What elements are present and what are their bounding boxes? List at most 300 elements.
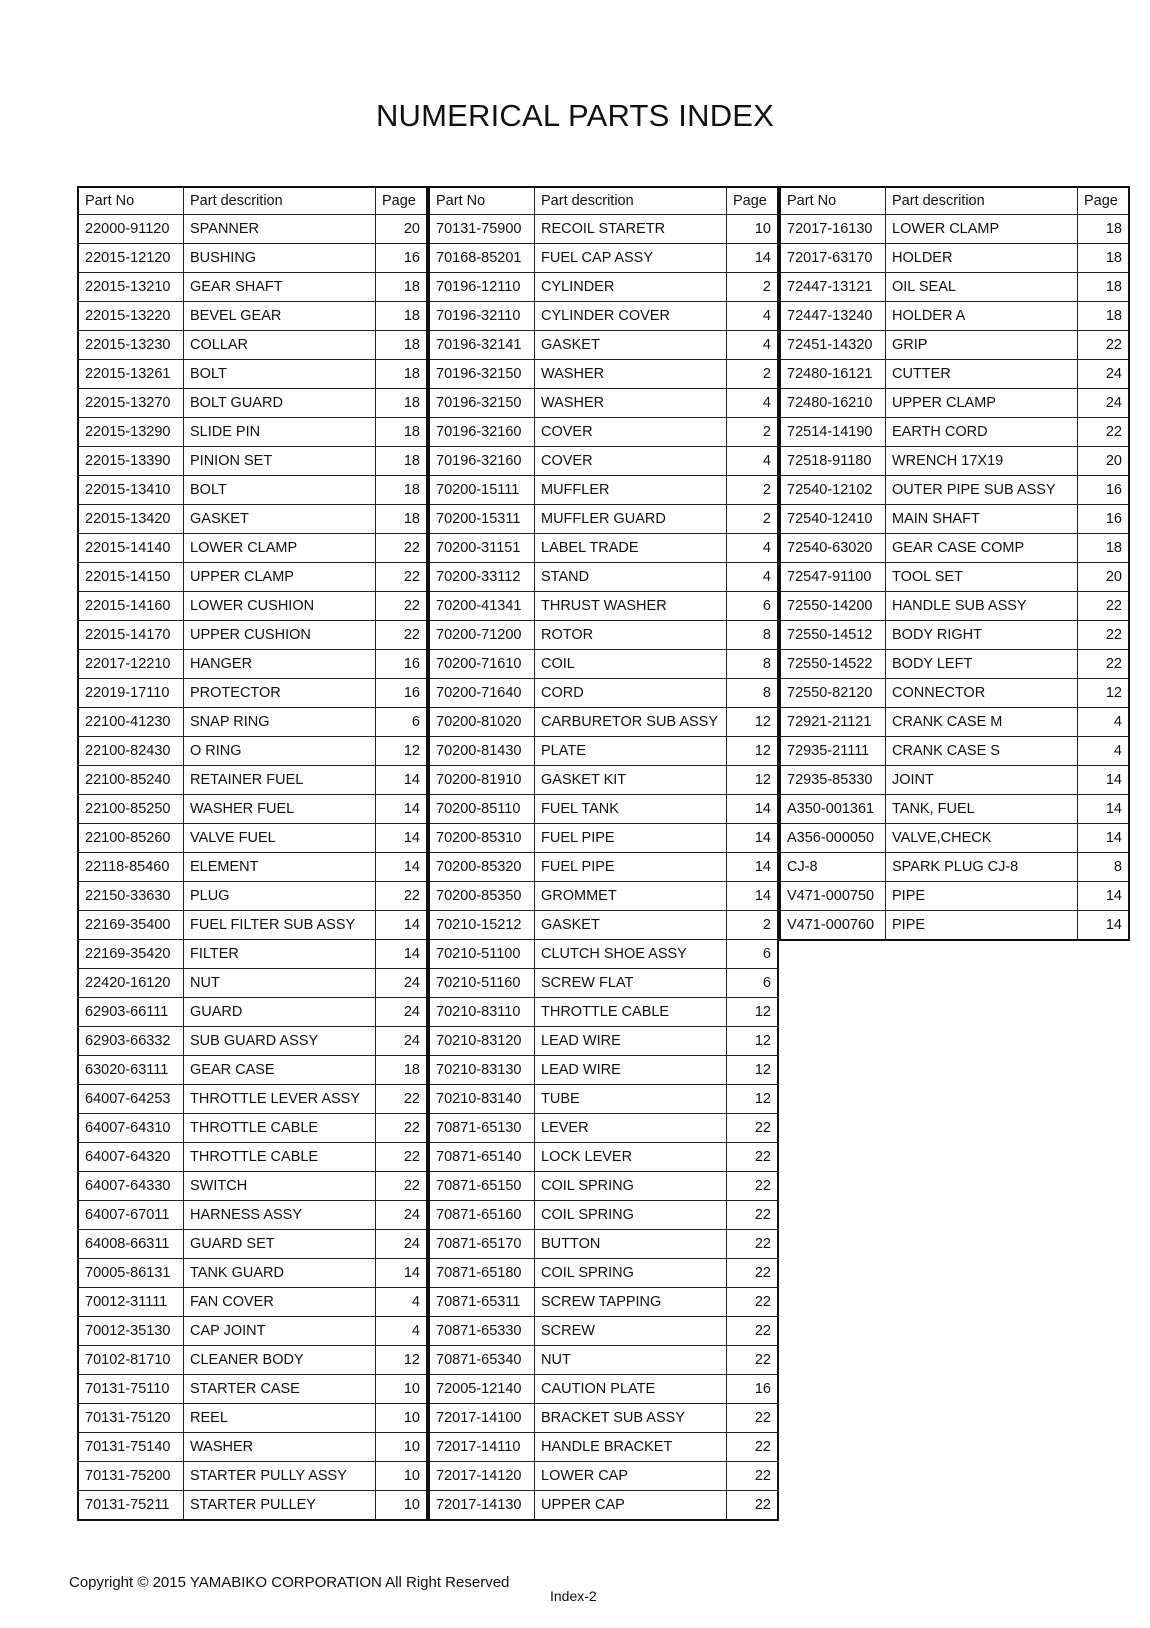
part-no-cell: V471-000750 [780, 882, 886, 911]
page-cell: 18 [376, 505, 428, 534]
part-description-cell: COVER [535, 447, 727, 476]
part-description-cell: COIL SPRING [535, 1259, 727, 1288]
part-no-cell: 72017-16130 [780, 215, 886, 244]
table-row [780, 505, 1129, 534]
table-row [429, 1085, 778, 1114]
part-no-cell: 22169-35420 [78, 940, 184, 969]
page-cell: 12 [727, 708, 779, 737]
part-no-cell: 70196-32150 [429, 360, 535, 389]
page-cell: 18 [376, 418, 428, 447]
table-row [78, 1201, 427, 1230]
part-description-cell: LOWER CLAMP [886, 215, 1078, 244]
table-row [429, 1143, 778, 1172]
page-cell: 18 [376, 476, 428, 505]
page-cell: 10 [376, 1404, 428, 1433]
parts-table-column-3 [779, 186, 1130, 941]
part-no-cell: 22169-35400 [78, 911, 184, 940]
part-description-cell: WASHER [535, 389, 727, 418]
table-row [78, 244, 427, 273]
table-row [429, 273, 778, 302]
page-cell: 24 [1078, 360, 1130, 389]
header-part-no: Part No [780, 187, 886, 215]
part-description-cell: HARNESS ASSY [184, 1201, 376, 1230]
part-description-cell: GASKET [535, 331, 727, 360]
part-no-cell: 70196-32141 [429, 331, 535, 360]
part-no-cell: 72550-14200 [780, 592, 886, 621]
page-cell: 10 [376, 1462, 428, 1491]
page-cell: 12 [727, 1056, 779, 1085]
table-row [780, 534, 1129, 563]
part-description-cell: CORD [535, 679, 727, 708]
page-cell: 12 [376, 737, 428, 766]
table-row [78, 940, 427, 969]
part-no-cell: 70200-85110 [429, 795, 535, 824]
part-no-cell: 22015-12120 [78, 244, 184, 273]
page-cell: 16 [727, 1375, 779, 1404]
part-description-cell: MUFFLER GUARD [535, 505, 727, 534]
page-cell: 4 [727, 447, 779, 476]
part-no-cell: 22015-13230 [78, 331, 184, 360]
table-row [429, 621, 778, 650]
part-no-cell: 72005-12140 [429, 1375, 535, 1404]
table-row [78, 331, 427, 360]
page-cell: 22 [727, 1288, 779, 1317]
part-description-cell: PROTECTOR [184, 679, 376, 708]
table-row [78, 592, 427, 621]
part-no-cell: 70871-65180 [429, 1259, 535, 1288]
table-row [78, 766, 427, 795]
table-row [78, 621, 427, 650]
part-description-cell: GROMMET [535, 882, 727, 911]
part-no-cell: 72017-14110 [429, 1433, 535, 1462]
part-no-cell: 70168-85201 [429, 244, 535, 273]
part-no-cell: A356-000050 [780, 824, 886, 853]
page-cell: 18 [376, 1056, 428, 1085]
page-cell: 12 [727, 1085, 779, 1114]
page-cell: 6 [727, 969, 779, 998]
part-description-cell: FUEL TANK [535, 795, 727, 824]
page-cell: 4 [727, 331, 779, 360]
part-description-cell: GASKET [535, 911, 727, 940]
page-cell: 22 [1078, 331, 1130, 360]
page-cell: 14 [727, 853, 779, 882]
part-description-cell: PIPE [886, 911, 1078, 941]
table-row [78, 650, 427, 679]
part-no-cell: CJ-8 [780, 853, 886, 882]
part-no-cell: 64007-64253 [78, 1085, 184, 1114]
page-number: Index-2 [550, 1588, 597, 1604]
table-row [429, 708, 778, 737]
part-description-cell: CYLINDER COVER [535, 302, 727, 331]
part-description-cell: CUTTER [886, 360, 1078, 389]
page-cell: 18 [1078, 273, 1130, 302]
part-description-cell: LABEL TRADE [535, 534, 727, 563]
header-part-description: Part descrition [886, 187, 1078, 215]
table-row [429, 476, 778, 505]
part-description-cell: HANDLE SUB ASSY [886, 592, 1078, 621]
page-cell: 18 [376, 447, 428, 476]
part-no-cell: 22015-13390 [78, 447, 184, 476]
part-description-cell: SLIDE PIN [184, 418, 376, 447]
page-cell: 16 [376, 650, 428, 679]
page-cell: 16 [1078, 476, 1130, 505]
part-no-cell: 70871-65160 [429, 1201, 535, 1230]
part-no-cell: 70196-32110 [429, 302, 535, 331]
part-description-cell: COVER [535, 418, 727, 447]
page-cell: 22 [376, 563, 428, 592]
table-row [780, 215, 1129, 244]
page-cell: 20 [376, 215, 428, 244]
page-cell: 14 [376, 911, 428, 940]
page-cell: 22 [727, 1172, 779, 1201]
table-row [429, 824, 778, 853]
page-cell: 4 [1078, 708, 1130, 737]
part-description-cell: COIL SPRING [535, 1172, 727, 1201]
page-cell: 8 [1078, 853, 1130, 882]
part-no-cell: 70131-75120 [78, 1404, 184, 1433]
page-cell: 2 [727, 505, 779, 534]
table-row [78, 1143, 427, 1172]
part-no-cell: 70871-65140 [429, 1143, 535, 1172]
table-row [78, 737, 427, 766]
part-description-cell: BODY LEFT [886, 650, 1078, 679]
part-no-cell: 70200-15111 [429, 476, 535, 505]
part-description-cell: SCREW [535, 1317, 727, 1346]
page-cell: 4 [1078, 737, 1130, 766]
table-row [780, 592, 1129, 621]
header-part-description: Part descrition [184, 187, 376, 215]
page-cell: 14 [376, 824, 428, 853]
part-no-cell: 22420-16120 [78, 969, 184, 998]
table-row [429, 534, 778, 563]
page-cell: 22 [1078, 621, 1130, 650]
page-cell: 18 [1078, 302, 1130, 331]
part-no-cell: 72017-63170 [780, 244, 886, 273]
part-description-cell: THROTTLE CABLE [184, 1143, 376, 1172]
part-no-cell: 70200-81430 [429, 737, 535, 766]
part-no-cell: 22100-85250 [78, 795, 184, 824]
part-description-cell: BODY RIGHT [886, 621, 1078, 650]
page-cell: 12 [727, 766, 779, 795]
header-part-no: Part No [429, 187, 535, 215]
part-no-cell: 72017-14120 [429, 1462, 535, 1491]
part-no-cell: 72447-13121 [780, 273, 886, 302]
header-page: Page [1078, 187, 1130, 215]
part-description-cell: CAP JOINT [184, 1317, 376, 1346]
part-no-cell: V471-000760 [780, 911, 886, 941]
part-description-cell: TUBE [535, 1085, 727, 1114]
table-row [429, 418, 778, 447]
part-description-cell: FILTER [184, 940, 376, 969]
page-cell: 14 [1078, 824, 1130, 853]
part-description-cell: LOWER CAP [535, 1462, 727, 1491]
part-no-cell: 22015-14160 [78, 592, 184, 621]
page-cell: 16 [376, 244, 428, 273]
part-description-cell: ELEMENT [184, 853, 376, 882]
part-no-cell: 72935-21111 [780, 737, 886, 766]
part-no-cell: 22015-13420 [78, 505, 184, 534]
part-description-cell: BRACKET SUB ASSY [535, 1404, 727, 1433]
page-cell: 14 [1078, 766, 1130, 795]
part-description-cell: TANK, FUEL [886, 795, 1078, 824]
part-no-cell: 70200-71610 [429, 650, 535, 679]
table-row [780, 418, 1129, 447]
part-no-cell: 70200-31151 [429, 534, 535, 563]
header-page: Page [376, 187, 428, 215]
part-no-cell: 22015-13290 [78, 418, 184, 447]
part-description-cell: SCREW FLAT [535, 969, 727, 998]
table-row [78, 418, 427, 447]
table-row [78, 679, 427, 708]
part-no-cell: 70200-85310 [429, 824, 535, 853]
table-row [780, 882, 1129, 911]
part-no-cell: 70200-81020 [429, 708, 535, 737]
part-no-cell: 72518-91180 [780, 447, 886, 476]
part-description-cell: PLATE [535, 737, 727, 766]
page-cell: 10 [376, 1375, 428, 1404]
page-cell: 10 [727, 215, 779, 244]
part-description-cell: NUT [184, 969, 376, 998]
part-no-cell: 72480-16121 [780, 360, 886, 389]
part-description-cell: VALVE FUEL [184, 824, 376, 853]
part-description-cell: BUSHING [184, 244, 376, 273]
page-cell: 4 [727, 302, 779, 331]
table-row [78, 969, 427, 998]
part-description-cell: RETAINER FUEL [184, 766, 376, 795]
table-row [78, 1172, 427, 1201]
table-row [429, 1027, 778, 1056]
part-no-cell: 70200-71200 [429, 621, 535, 650]
page-cell: 24 [376, 998, 428, 1027]
part-description-cell: BOLT [184, 360, 376, 389]
page-cell: 18 [1078, 534, 1130, 563]
part-no-cell: 70210-51160 [429, 969, 535, 998]
part-no-cell: 70196-32160 [429, 447, 535, 476]
part-description-cell: COIL [535, 650, 727, 679]
part-no-cell: 22019-17110 [78, 679, 184, 708]
part-no-cell: 70005-86131 [78, 1259, 184, 1288]
part-no-cell: 70871-65330 [429, 1317, 535, 1346]
page-cell: 2 [727, 360, 779, 389]
page-cell: 22 [727, 1114, 779, 1143]
page-cell: 14 [727, 244, 779, 273]
part-description-cell: TOOL SET [886, 563, 1078, 592]
page-cell: 22 [727, 1433, 779, 1462]
part-description-cell: SWITCH [184, 1172, 376, 1201]
table-row [429, 244, 778, 273]
table-row [429, 998, 778, 1027]
part-no-cell: 72017-14130 [429, 1491, 535, 1521]
page-cell: 22 [376, 1172, 428, 1201]
table-row [429, 447, 778, 476]
table-row [429, 1114, 778, 1143]
part-description-cell: GEAR CASE [184, 1056, 376, 1085]
part-no-cell: 70196-32160 [429, 418, 535, 447]
part-no-cell: 62903-66111 [78, 998, 184, 1027]
table-row [429, 679, 778, 708]
part-description-cell: CYLINDER [535, 273, 727, 302]
page-cell: 14 [376, 766, 428, 795]
part-description-cell: SPANNER [184, 215, 376, 244]
table-header-row [780, 187, 1129, 215]
part-no-cell: 22000-91120 [78, 215, 184, 244]
part-no-cell: 70200-81910 [429, 766, 535, 795]
page-cell: 10 [376, 1491, 428, 1521]
table-row [78, 1346, 427, 1375]
table-row [429, 360, 778, 389]
copyright-notice: Copyright © 2015 YAMABIKO CORPORATION All Right Reserved [69, 1574, 510, 1591]
part-description-cell: FUEL PIPE [535, 824, 727, 853]
page-cell: 24 [376, 1027, 428, 1056]
part-description-cell: THROTTLE CABLE [535, 998, 727, 1027]
table-row [78, 389, 427, 418]
table-row [78, 505, 427, 534]
table-row [78, 447, 427, 476]
part-description-cell: OUTER PIPE SUB ASSY [886, 476, 1078, 505]
page-cell: 24 [376, 969, 428, 998]
table-row [780, 360, 1129, 389]
table-row [429, 1462, 778, 1491]
part-no-cell: 22015-14150 [78, 563, 184, 592]
part-no-cell: 70210-83130 [429, 1056, 535, 1085]
part-no-cell: 70210-15212 [429, 911, 535, 940]
part-no-cell: 22015-13270 [78, 389, 184, 418]
part-no-cell: 70012-35130 [78, 1317, 184, 1346]
part-description-cell: MAIN SHAFT [886, 505, 1078, 534]
page-cell: 12 [376, 1346, 428, 1375]
table-row [78, 360, 427, 389]
table-row [429, 1491, 778, 1521]
table-row [429, 1056, 778, 1085]
table-row [429, 737, 778, 766]
page-cell: 22 [727, 1462, 779, 1491]
table-row [78, 824, 427, 853]
table-row [429, 1433, 778, 1462]
part-no-cell: 64007-64320 [78, 1143, 184, 1172]
table-row [780, 476, 1129, 505]
table-row [429, 505, 778, 534]
part-no-cell: 22100-85260 [78, 824, 184, 853]
part-description-cell: OIL SEAL [886, 273, 1078, 302]
table-row [429, 650, 778, 679]
part-no-cell: 72540-12102 [780, 476, 886, 505]
part-no-cell: 70200-41341 [429, 592, 535, 621]
part-description-cell: EARTH CORD [886, 418, 1078, 447]
part-description-cell: JOINT [886, 766, 1078, 795]
page-cell: 16 [1078, 505, 1130, 534]
part-description-cell: WASHER [535, 360, 727, 389]
page-cell: 22 [727, 1259, 779, 1288]
part-no-cell: 72447-13240 [780, 302, 886, 331]
table-row [429, 331, 778, 360]
page-cell: 14 [727, 824, 779, 853]
part-no-cell: 64007-64330 [78, 1172, 184, 1201]
part-description-cell: STARTER PULLY ASSY [184, 1462, 376, 1491]
table-row [78, 1317, 427, 1346]
page-cell: 20 [1078, 563, 1130, 592]
table-row [429, 1346, 778, 1375]
page-cell: 14 [376, 1259, 428, 1288]
page-cell: 14 [376, 795, 428, 824]
table-row [780, 853, 1129, 882]
part-description-cell: SCREW TAPPING [535, 1288, 727, 1317]
table-row [78, 1027, 427, 1056]
part-no-cell: 70210-83110 [429, 998, 535, 1027]
page-cell: 12 [727, 737, 779, 766]
parts-table-column-2 [428, 186, 779, 1521]
table-row [780, 766, 1129, 795]
table-row [780, 679, 1129, 708]
table-row [429, 1201, 778, 1230]
part-description-cell: GEAR CASE COMP [886, 534, 1078, 563]
part-no-cell: 22015-14170 [78, 621, 184, 650]
table-row [78, 1114, 427, 1143]
table-row [78, 998, 427, 1027]
table-row [78, 795, 427, 824]
part-description-cell: REEL [184, 1404, 376, 1433]
part-no-cell: 70131-75110 [78, 1375, 184, 1404]
part-no-cell: 70200-85320 [429, 853, 535, 882]
page-cell: 14 [727, 882, 779, 911]
part-description-cell: UPPER CLAMP [184, 563, 376, 592]
part-no-cell: 72540-12410 [780, 505, 886, 534]
table-row [429, 940, 778, 969]
table-row [78, 476, 427, 505]
page-cell: 22 [376, 592, 428, 621]
part-no-cell: 64007-67011 [78, 1201, 184, 1230]
page-cell: 16 [376, 679, 428, 708]
part-no-cell: 70012-31111 [78, 1288, 184, 1317]
table-row [78, 1404, 427, 1433]
table-row [78, 1085, 427, 1114]
table-row [78, 882, 427, 911]
part-description-cell: HOLDER [886, 244, 1078, 273]
part-description-cell: STARTER PULLEY [184, 1491, 376, 1521]
page-cell: 24 [1078, 389, 1130, 418]
page-cell: 18 [376, 273, 428, 302]
page-cell: 22 [376, 534, 428, 563]
part-no-cell: 72017-14100 [429, 1404, 535, 1433]
part-no-cell: 63020-63111 [78, 1056, 184, 1085]
table-row [429, 1375, 778, 1404]
part-description-cell: BOLT GUARD [184, 389, 376, 418]
part-description-cell: THROTTLE LEVER ASSY [184, 1085, 376, 1114]
table-row [429, 592, 778, 621]
part-description-cell: CLEANER BODY [184, 1346, 376, 1375]
page-cell: 22 [727, 1491, 779, 1521]
table-row [780, 824, 1129, 853]
part-description-cell: CRANK CASE M [886, 708, 1078, 737]
table-row [780, 708, 1129, 737]
page-cell: 22 [727, 1143, 779, 1172]
part-description-cell: STARTER CASE [184, 1375, 376, 1404]
table-row [78, 534, 427, 563]
page-cell: 24 [376, 1201, 428, 1230]
table-row [780, 331, 1129, 360]
table-row [780, 737, 1129, 766]
page-cell: 12 [1078, 679, 1130, 708]
header-part-no: Part No [78, 187, 184, 215]
table-row [78, 1375, 427, 1404]
part-description-cell: MUFFLER [535, 476, 727, 505]
part-description-cell: LEAD WIRE [535, 1027, 727, 1056]
table-row [78, 1288, 427, 1317]
part-description-cell: CLUTCH SHOE ASSY [535, 940, 727, 969]
page-cell: 18 [1078, 215, 1130, 244]
table-row [780, 389, 1129, 418]
page-cell: 22 [1078, 418, 1130, 447]
part-description-cell: BOLT [184, 476, 376, 505]
